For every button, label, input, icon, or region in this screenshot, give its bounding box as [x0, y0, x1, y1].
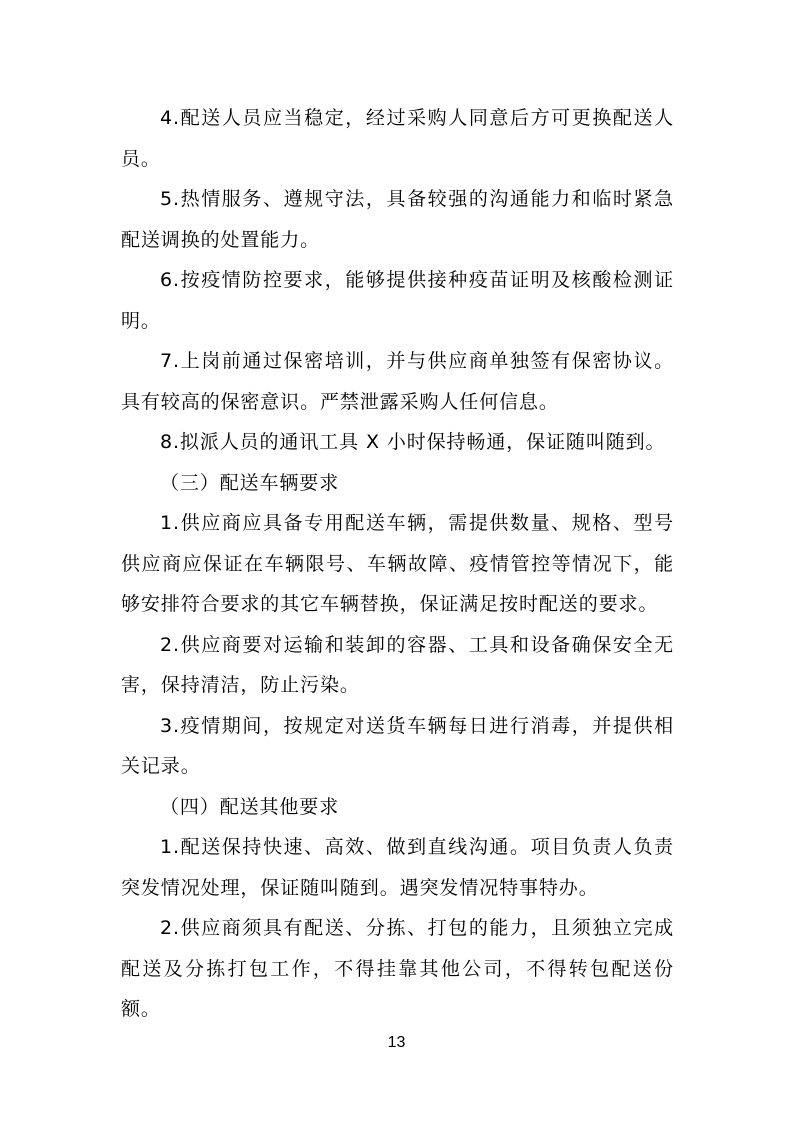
- paragraph-fast-delivery: 1.配送保持快速、高效、做到直线沟通。项目负责人负责突发情况处理，保证随叫随到。遇突发情况特事特办。: [121, 836, 674, 899]
- page-number: 13: [387, 1034, 406, 1051]
- paragraph-container-safety: 2.供应商要对运输和装卸的容器、工具和设备确保安全无害，保持清洁，防止污染。: [121, 633, 674, 696]
- section-heading-vehicles: （三）配送车辆要求: [160, 471, 340, 494]
- paragraph-sorting-packing: 2.供应商须具有配送、分拣、打包的能力，且须独立完成配送及分拣打包工作，不得挂靠其他公司，不得转包配送份额。: [121, 917, 674, 1020]
- paragraph-service-attitude: 5.热情服务、遵规守法，具备较强的沟通能力和临时紧急配送调换的处置能力。: [121, 188, 674, 251]
- section-heading-other: （四）配送其他要求: [160, 795, 340, 818]
- paragraph-communication: 8.拟派人员的通讯工具 X 小时保持畅通，保证随叫随到。: [160, 431, 666, 453]
- document-body: [121, 98, 674, 1030]
- paragraph-vehicle-disinfection: 3.疫情期间，按规定对送货车辆每日进行消毒，并提供相关记录。: [121, 714, 674, 777]
- paragraph-vehicle-requirements: 1.供应商应具备专用配送车辆，需提供数量、规格、型号供应商应保证在车辆限号、车辆故障、疫情管控等情况下，能够安排符合要求的其它车辆替换，保证满足按时配送的要求。: [121, 512, 674, 615]
- paragraph-confidentiality: 7.上岗前通过保密培训，并与供应商单独签有保密协议。具有较高的保密意识。严禁泄露采购人任何信息。: [121, 350, 674, 413]
- paragraph-epidemic-certificates: 6.按疫情防控要求，能够提供接种疫苗证明及核酸检测证明。: [121, 269, 674, 332]
- paragraph-staff-stability: 4.配送人员应当稳定，经过采购人同意后方可更换配送人员。: [121, 107, 674, 170]
